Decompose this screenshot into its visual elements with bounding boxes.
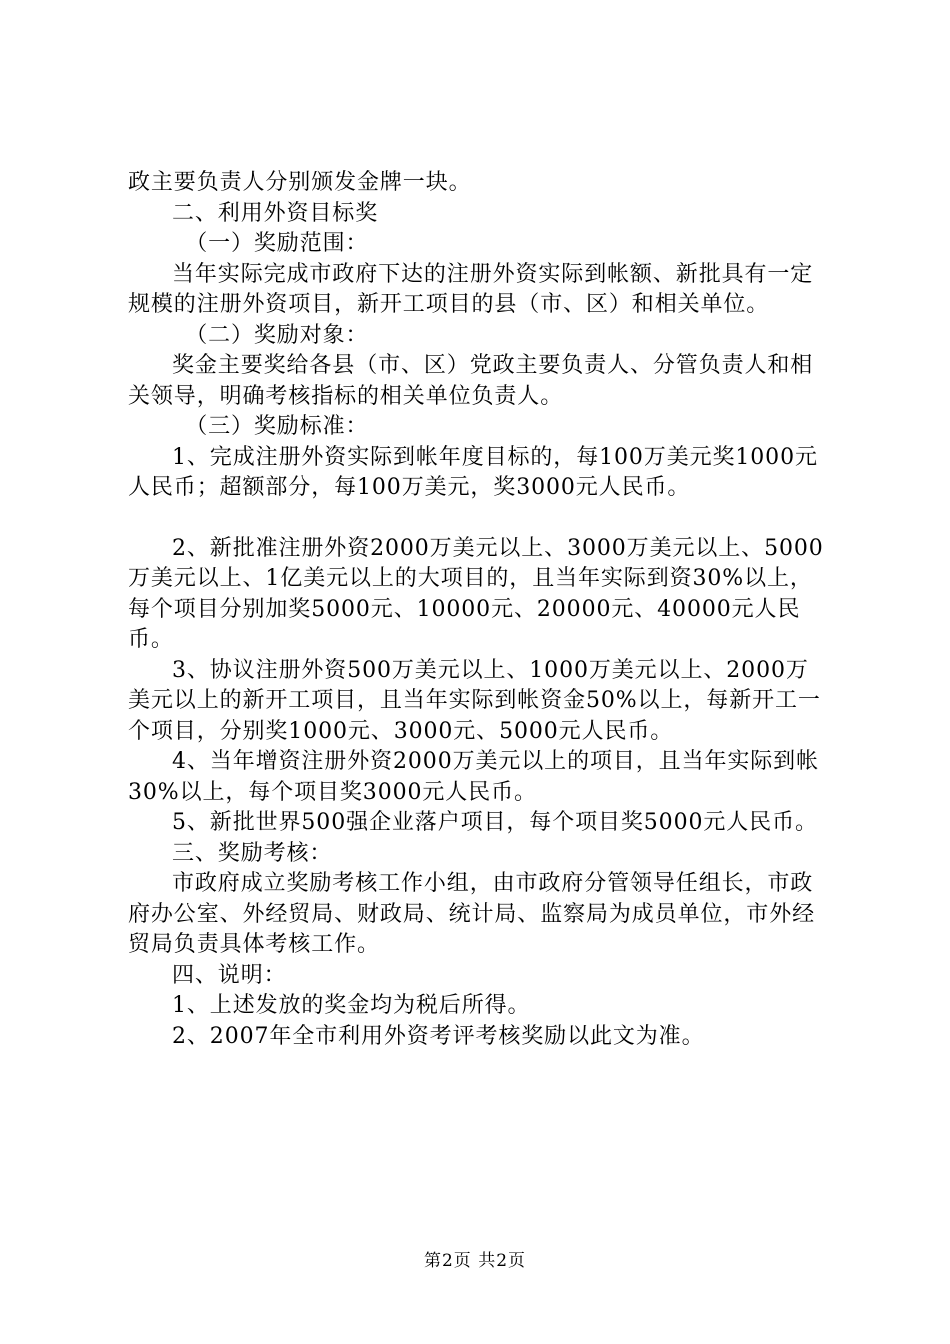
- section-heading-2: 二、利用外资目标奖: [172, 200, 379, 226]
- subheading-standards: （三）奖励标准：: [185, 414, 369, 439]
- paragraph-note-1: 1、上述发放的奖金均为税后所得。: [172, 993, 531, 1018]
- paragraph-assessment: 市政府成立奖励考核工作小组，由市政府分管领导任组长，市政府办公室、外经贸局、财政局、统计局、监察局为成员单位，市外经贸局负责具体考核工作。: [128, 871, 816, 957]
- paragraph-standard-4: 4、当年增资注册外资2000万美元以上的项目，且当年实际到帐30%以上，每个项目奖3000元人民币。: [128, 749, 819, 805]
- paragraph-standard-1: 1、完成注册外资实际到帐年度目标的，每100万美元奖1000元人民币；超额部分，每100万美元，奖3000元人民币。: [128, 444, 818, 500]
- paragraph-note-2: 2、2007年全市利用外资考评考核奖励以此文为准。: [172, 1023, 705, 1049]
- page-number-label: 第2页 共2页: [423, 1251, 527, 1271]
- section-heading-3: 三、奖励考核：: [172, 840, 333, 866]
- paragraph-recipients: 奖金主要奖给各县（市、区）党政主要负责人、分管负责人和相关领导，明确考核指标的相关单位负责人。: [128, 353, 814, 409]
- document-body: [128, 168, 828, 1052]
- page-footer: [0, 1246, 950, 1271]
- paragraph-gap: [128, 504, 828, 534]
- paragraph-scope: 当年实际完成市政府下达的注册外资实际到帐额、新批具有一定规模的注册外资项目，新开工项目的县（市、区）和相关单位。: [128, 261, 814, 317]
- paragraph-standard-2: 2、新批准注册外资2000万美元以上、3000万美元以上、5000万美元以上、1亿美元以上的大项目的，且当年实际到资30%以上，每个项目分别加奖5000元、10000元、20000元、40000元人民币。: [128, 535, 824, 652]
- paragraph-continuation: 政主要负责人分别颁发金牌一块。: [128, 170, 472, 195]
- paragraph-standard-3: 3、协议注册外资500万美元以上、1000万美元以上、2000万美元以上的新开工项目，且当年实际到帐资金50%以上，每新开工一个项目，分别奖1000元、3000元、5000元人民币。: [128, 657, 821, 744]
- subheading-scope: （一）奖励范围：: [185, 231, 369, 256]
- section-heading-4: 四、说明：: [172, 962, 287, 988]
- subheading-recipients: （二）奖励对象：: [185, 322, 369, 348]
- paragraph-standard-5: 5、新批世界500强企业落户项目，每个项目奖5000元人民币。: [172, 810, 818, 835]
